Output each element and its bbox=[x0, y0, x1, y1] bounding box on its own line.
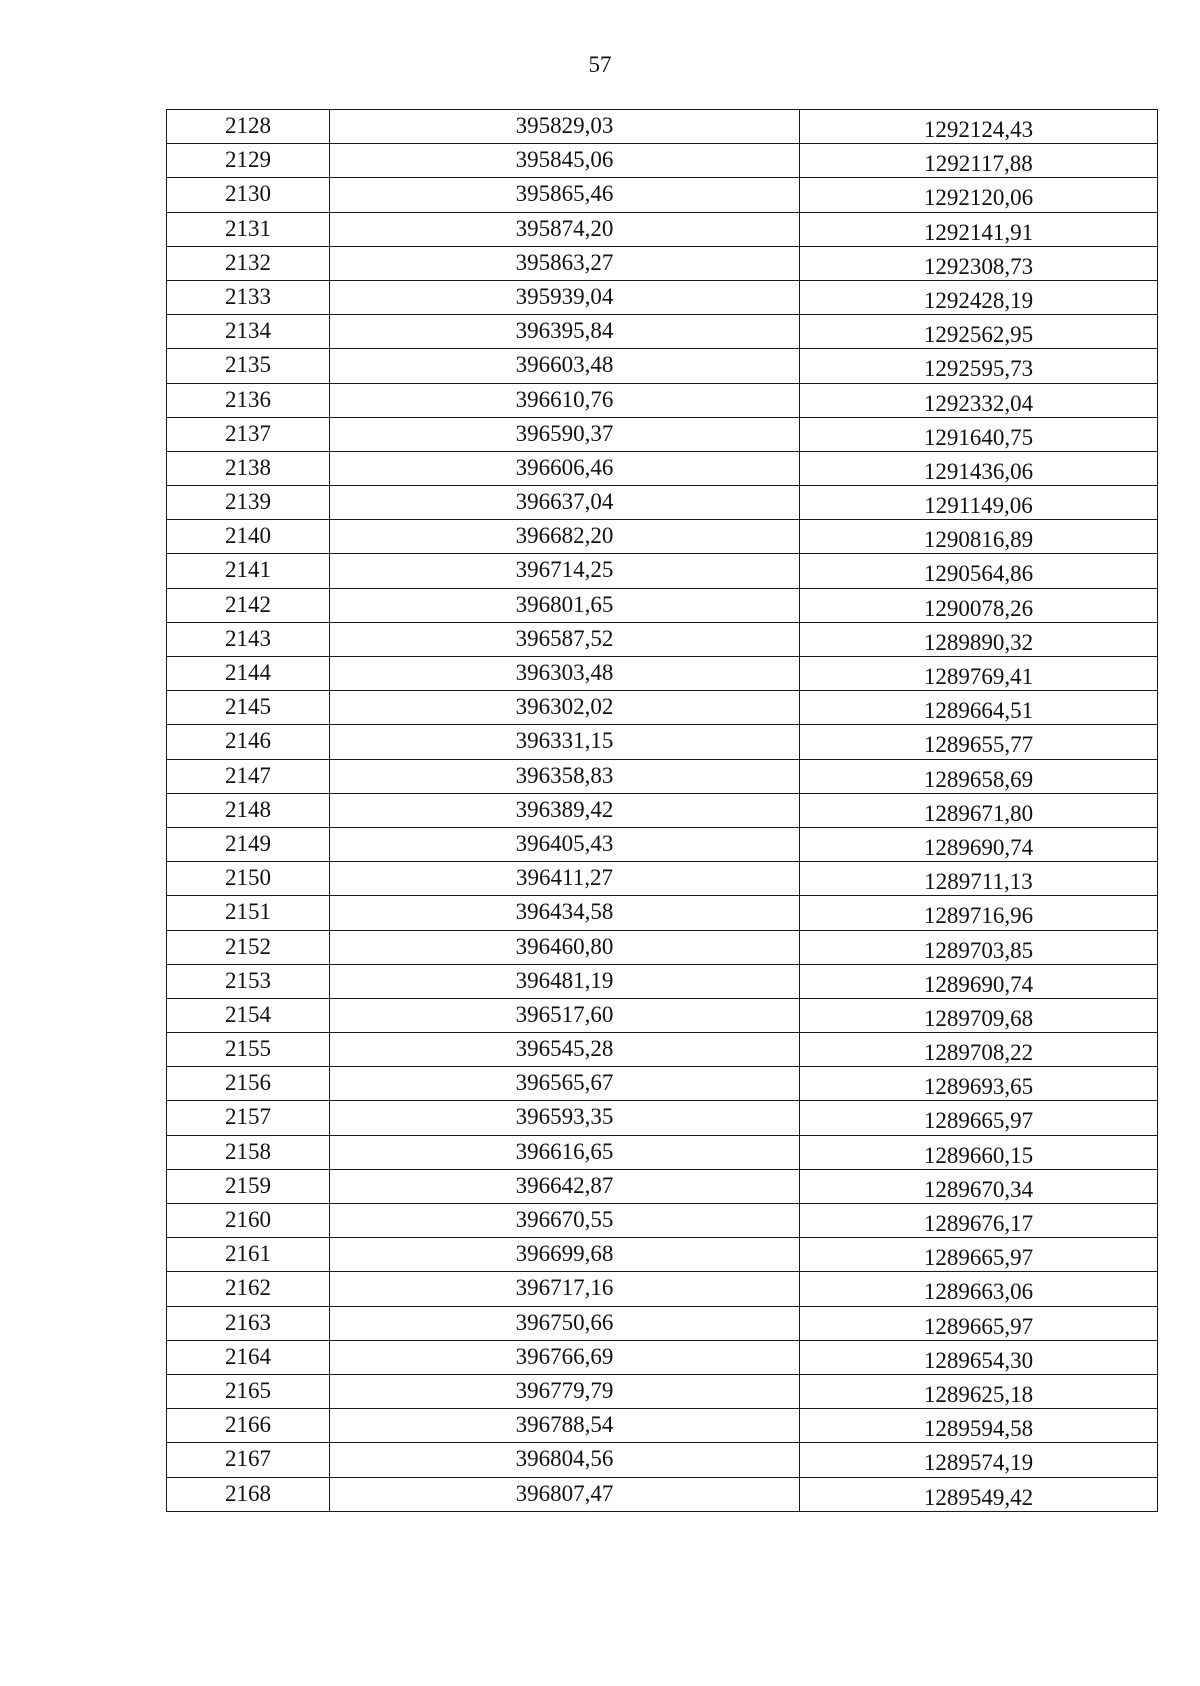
table-row bbox=[167, 1067, 1158, 1101]
y-coordinate-cell: 1289890,32 bbox=[800, 622, 1158, 656]
point-number-cell: 2152 bbox=[167, 930, 330, 964]
x-coordinate-cell: 396565,67 bbox=[330, 1067, 800, 1101]
table-row bbox=[167, 1272, 1158, 1306]
y-coordinate-cell: 1289693,65 bbox=[800, 1067, 1158, 1101]
point-number-cell: 2161 bbox=[167, 1238, 330, 1272]
point-number-cell: 2130 bbox=[167, 178, 330, 212]
page-number: 57 bbox=[588, 52, 612, 77]
coordinates-table-body bbox=[167, 110, 1158, 1512]
point-number-cell: 2139 bbox=[167, 486, 330, 520]
y-coordinate-cell: 1289690,74 bbox=[800, 964, 1158, 998]
y-coordinate-cell: 1289549,42 bbox=[800, 1477, 1158, 1511]
x-coordinate-cell: 396788,54 bbox=[330, 1409, 800, 1443]
x-coordinate-cell: 396302,02 bbox=[330, 691, 800, 725]
table-row bbox=[167, 554, 1158, 588]
point-number-cell: 2128 bbox=[167, 110, 330, 144]
x-coordinate-cell: 396389,42 bbox=[330, 793, 800, 827]
x-coordinate-cell: 395939,04 bbox=[330, 280, 800, 314]
x-coordinate-cell: 395829,03 bbox=[330, 110, 800, 144]
point-number-cell: 2165 bbox=[167, 1374, 330, 1408]
x-coordinate-cell: 396331,15 bbox=[330, 725, 800, 759]
x-coordinate-cell: 396411,27 bbox=[330, 862, 800, 896]
y-coordinate-cell: 1289703,85 bbox=[800, 930, 1158, 964]
point-number-cell: 2135 bbox=[167, 349, 330, 383]
table-row bbox=[167, 315, 1158, 349]
point-number-cell: 2153 bbox=[167, 964, 330, 998]
x-coordinate-cell: 396590,37 bbox=[330, 417, 800, 451]
point-number-cell: 2138 bbox=[167, 451, 330, 485]
y-coordinate-cell: 1292332,04 bbox=[800, 383, 1158, 417]
table-row bbox=[167, 622, 1158, 656]
x-coordinate-cell: 396642,87 bbox=[330, 1169, 800, 1203]
table-row bbox=[167, 657, 1158, 691]
y-coordinate-cell: 1289625,18 bbox=[800, 1374, 1158, 1408]
y-coordinate-cell: 1289670,34 bbox=[800, 1169, 1158, 1203]
y-coordinate-cell: 1289574,19 bbox=[800, 1443, 1158, 1477]
y-coordinate-cell: 1289663,06 bbox=[800, 1272, 1158, 1306]
point-number-cell: 2151 bbox=[167, 896, 330, 930]
y-coordinate-cell: 1289654,30 bbox=[800, 1340, 1158, 1374]
table-row bbox=[167, 964, 1158, 998]
table-row bbox=[167, 1374, 1158, 1408]
y-coordinate-cell: 1290816,89 bbox=[800, 520, 1158, 554]
y-coordinate-cell: 1292141,91 bbox=[800, 212, 1158, 246]
point-number-cell: 2132 bbox=[167, 246, 330, 280]
y-coordinate-cell: 1289709,68 bbox=[800, 998, 1158, 1032]
table-row bbox=[167, 280, 1158, 314]
x-coordinate-cell: 396717,16 bbox=[330, 1272, 800, 1306]
table-row bbox=[167, 759, 1158, 793]
point-number-cell: 2143 bbox=[167, 622, 330, 656]
table-row bbox=[167, 930, 1158, 964]
point-number-cell: 2157 bbox=[167, 1101, 330, 1135]
table-row bbox=[167, 520, 1158, 554]
y-coordinate-cell: 1289594,58 bbox=[800, 1409, 1158, 1443]
x-coordinate-cell: 396699,68 bbox=[330, 1238, 800, 1272]
y-coordinate-cell: 1292117,88 bbox=[800, 144, 1158, 178]
table-row bbox=[167, 1340, 1158, 1374]
y-coordinate-cell: 1292428,19 bbox=[800, 280, 1158, 314]
table-row bbox=[167, 588, 1158, 622]
point-number-cell: 2148 bbox=[167, 793, 330, 827]
point-number-cell: 2145 bbox=[167, 691, 330, 725]
point-number-cell: 2133 bbox=[167, 280, 330, 314]
point-number-cell: 2134 bbox=[167, 315, 330, 349]
table-row bbox=[167, 793, 1158, 827]
point-number-cell: 2129 bbox=[167, 144, 330, 178]
x-coordinate-cell: 396395,84 bbox=[330, 315, 800, 349]
point-number-cell: 2150 bbox=[167, 862, 330, 896]
x-coordinate-cell: 395845,06 bbox=[330, 144, 800, 178]
y-coordinate-cell: 1289655,77 bbox=[800, 725, 1158, 759]
y-coordinate-cell: 1291149,06 bbox=[800, 486, 1158, 520]
y-coordinate-cell: 1289671,80 bbox=[800, 793, 1158, 827]
x-coordinate-cell: 396807,47 bbox=[330, 1477, 800, 1511]
x-coordinate-cell: 396434,58 bbox=[330, 896, 800, 930]
point-number-cell: 2146 bbox=[167, 725, 330, 759]
x-coordinate-cell: 395874,20 bbox=[330, 212, 800, 246]
y-coordinate-cell: 1292124,43 bbox=[800, 110, 1158, 144]
point-number-cell: 2147 bbox=[167, 759, 330, 793]
x-coordinate-cell: 396517,60 bbox=[330, 998, 800, 1032]
y-coordinate-cell: 1291640,75 bbox=[800, 417, 1158, 451]
point-number-cell: 2160 bbox=[167, 1204, 330, 1238]
y-coordinate-cell: 1292120,06 bbox=[800, 178, 1158, 212]
table-row bbox=[167, 1033, 1158, 1067]
y-coordinate-cell: 1289664,51 bbox=[800, 691, 1158, 725]
point-number-cell: 2131 bbox=[167, 212, 330, 246]
point-number-cell: 2141 bbox=[167, 554, 330, 588]
point-number-cell: 2166 bbox=[167, 1409, 330, 1443]
x-coordinate-cell: 396616,65 bbox=[330, 1135, 800, 1169]
coordinates-table bbox=[166, 109, 1158, 1512]
table-row bbox=[167, 178, 1158, 212]
x-coordinate-cell: 395865,46 bbox=[330, 178, 800, 212]
y-coordinate-cell: 1290078,26 bbox=[800, 588, 1158, 622]
point-number-cell: 2164 bbox=[167, 1340, 330, 1374]
y-coordinate-cell: 1289769,41 bbox=[800, 657, 1158, 691]
point-number-cell: 2144 bbox=[167, 657, 330, 691]
x-coordinate-cell: 396637,04 bbox=[330, 486, 800, 520]
y-coordinate-cell: 1292595,73 bbox=[800, 349, 1158, 383]
y-coordinate-cell: 1292562,95 bbox=[800, 315, 1158, 349]
table-row bbox=[167, 349, 1158, 383]
x-coordinate-cell: 396779,79 bbox=[330, 1374, 800, 1408]
table-row bbox=[167, 110, 1158, 144]
table-row bbox=[167, 1135, 1158, 1169]
x-coordinate-cell: 396358,83 bbox=[330, 759, 800, 793]
x-coordinate-cell: 396587,52 bbox=[330, 622, 800, 656]
table-row bbox=[167, 998, 1158, 1032]
y-coordinate-cell: 1289708,22 bbox=[800, 1033, 1158, 1067]
table-row bbox=[167, 725, 1158, 759]
point-number-cell: 2159 bbox=[167, 1169, 330, 1203]
x-coordinate-cell: 396303,48 bbox=[330, 657, 800, 691]
y-coordinate-cell: 1291436,06 bbox=[800, 451, 1158, 485]
x-coordinate-cell: 396545,28 bbox=[330, 1033, 800, 1067]
table-row bbox=[167, 1238, 1158, 1272]
x-coordinate-cell: 396610,76 bbox=[330, 383, 800, 417]
point-number-cell: 2140 bbox=[167, 520, 330, 554]
x-coordinate-cell: 395863,27 bbox=[330, 246, 800, 280]
table-row bbox=[167, 1306, 1158, 1340]
x-coordinate-cell: 396670,55 bbox=[330, 1204, 800, 1238]
table-row bbox=[167, 1101, 1158, 1135]
table-row bbox=[167, 862, 1158, 896]
table-row bbox=[167, 144, 1158, 178]
x-coordinate-cell: 396804,56 bbox=[330, 1443, 800, 1477]
x-coordinate-cell: 396603,48 bbox=[330, 349, 800, 383]
point-number-cell: 2154 bbox=[167, 998, 330, 1032]
table-row bbox=[167, 1477, 1158, 1511]
table-row bbox=[167, 1169, 1158, 1203]
table-row bbox=[167, 212, 1158, 246]
x-coordinate-cell: 396682,20 bbox=[330, 520, 800, 554]
point-number-cell: 2167 bbox=[167, 1443, 330, 1477]
x-coordinate-cell: 396750,66 bbox=[330, 1306, 800, 1340]
table-row bbox=[167, 486, 1158, 520]
point-number-cell: 2156 bbox=[167, 1067, 330, 1101]
table-row bbox=[167, 1409, 1158, 1443]
x-coordinate-cell: 396460,80 bbox=[330, 930, 800, 964]
y-coordinate-cell: 1289660,15 bbox=[800, 1135, 1158, 1169]
y-coordinate-cell: 1289665,97 bbox=[800, 1101, 1158, 1135]
x-coordinate-cell: 396606,46 bbox=[330, 451, 800, 485]
table-row bbox=[167, 827, 1158, 861]
table-row bbox=[167, 896, 1158, 930]
table-row bbox=[167, 417, 1158, 451]
point-number-cell: 2155 bbox=[167, 1033, 330, 1067]
point-number-cell: 2136 bbox=[167, 383, 330, 417]
y-coordinate-cell: 1289716,96 bbox=[800, 896, 1158, 930]
x-coordinate-cell: 396766,69 bbox=[330, 1340, 800, 1374]
y-coordinate-cell: 1292308,73 bbox=[800, 246, 1158, 280]
table-row bbox=[167, 246, 1158, 280]
point-number-cell: 2137 bbox=[167, 417, 330, 451]
y-coordinate-cell: 1289711,13 bbox=[800, 862, 1158, 896]
x-coordinate-cell: 396405,43 bbox=[330, 827, 800, 861]
table-row bbox=[167, 691, 1158, 725]
point-number-cell: 2158 bbox=[167, 1135, 330, 1169]
y-coordinate-cell: 1289690,74 bbox=[800, 827, 1158, 861]
y-coordinate-cell: 1289665,97 bbox=[800, 1238, 1158, 1272]
table-row bbox=[167, 1443, 1158, 1477]
x-coordinate-cell: 396801,65 bbox=[330, 588, 800, 622]
table-row bbox=[167, 1204, 1158, 1238]
x-coordinate-cell: 396714,25 bbox=[330, 554, 800, 588]
point-number-cell: 2163 bbox=[167, 1306, 330, 1340]
x-coordinate-cell: 396593,35 bbox=[330, 1101, 800, 1135]
y-coordinate-cell: 1289676,17 bbox=[800, 1204, 1158, 1238]
table-row bbox=[167, 451, 1158, 485]
point-number-cell: 2162 bbox=[167, 1272, 330, 1306]
y-coordinate-cell: 1290564,86 bbox=[800, 554, 1158, 588]
point-number-cell: 2168 bbox=[167, 1477, 330, 1511]
y-coordinate-cell: 1289658,69 bbox=[800, 759, 1158, 793]
x-coordinate-cell: 396481,19 bbox=[330, 964, 800, 998]
table-row bbox=[167, 383, 1158, 417]
point-number-cell: 2149 bbox=[167, 827, 330, 861]
y-coordinate-cell: 1289665,97 bbox=[800, 1306, 1158, 1340]
point-number-cell: 2142 bbox=[167, 588, 330, 622]
